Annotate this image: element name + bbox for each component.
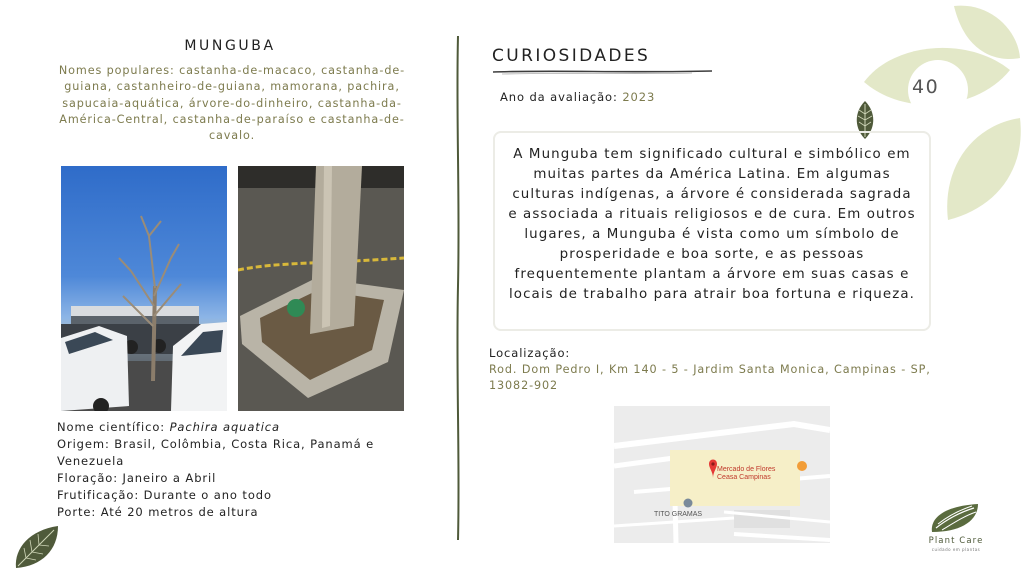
- leaf-shape-bottom: [947, 118, 1021, 220]
- flowering-line: Floração: Janeiro a Abril: [57, 471, 217, 485]
- logo-tagline: cuidado em plantas: [931, 547, 981, 552]
- scientific-name-line: [57, 419, 417, 436]
- location-address: Rod. Dom Pedro I, Km 140 - 5 - Jardim Santa Monica, Campinas - SP, 13082-902: [489, 363, 931, 392]
- plant-care-logo-icon: [920, 502, 992, 534]
- evaluation-year-value: 2023: [622, 90, 656, 104]
- size-line: Porte: Até 20 metros de altura: [57, 505, 259, 519]
- tree-trunk-photo: [238, 166, 404, 411]
- map-place-label: Mercado de Flores Ceasa Campinas: [717, 466, 776, 481]
- curiosities-title: CURIOSIDADES: [492, 46, 651, 66]
- page-number: 40: [912, 76, 940, 98]
- map-nearby-label: TITO GRAMAS: [654, 511, 703, 518]
- column-divider: [455, 36, 461, 540]
- curiosity-text-box: [493, 131, 931, 331]
- fruiting-line: Frutificação: Durante o ano todo: [57, 488, 272, 502]
- scientific-name-label: Nome científico:: [57, 420, 170, 434]
- species-title: MUNGUBA: [184, 38, 276, 54]
- map-poi-icon: [797, 461, 807, 471]
- brush-underline: [492, 68, 714, 76]
- evaluation-year: [500, 90, 655, 104]
- location-map[interactable]: [614, 406, 830, 543]
- evaluation-year-label: Ano da avaliação:: [500, 90, 623, 104]
- curiosity-text: A Munguba tem significado cultural e simbólico em muitas partes da América Latina. Em algumas culturas indígenas, a árvore é considerada sagrada e associada a rituais religiosos e de cura. Em outros lugares, a Munguba é vista como um símbolo de prosperidade e boa sorte, e as pessoas frequentemente plantam a árvore em suas casas e locais de trabalho para atrair boa fortuna e riqueza.: [508, 147, 916, 302]
- origin-line: Origem: Brasil, Colômbia, Costa Rica, Panamá e Venezuela: [57, 437, 375, 468]
- map-marker-tito-icon: [684, 499, 693, 508]
- popular-names: Nomes populares: castanha-de-macaco, castanha-de-guiana, castanheiro-de-guiana, mamorana, pachira, sapucaia-aquática, árvore-do-dinheiro, castanha-da-América-Central, castanha-de-paraíso e castanha-de-cavalo.: [58, 64, 406, 143]
- plant-care-logo: [920, 502, 992, 572]
- leaf-icon-bottom-left: [12, 524, 60, 570]
- logo-name: Plant Care: [928, 536, 984, 546]
- species-specs: [57, 419, 417, 521]
- location-label: Localização:: [489, 346, 571, 360]
- tree-photo-parking-lot: [61, 166, 227, 411]
- scientific-name-value: Pachira aquatica: [169, 420, 280, 434]
